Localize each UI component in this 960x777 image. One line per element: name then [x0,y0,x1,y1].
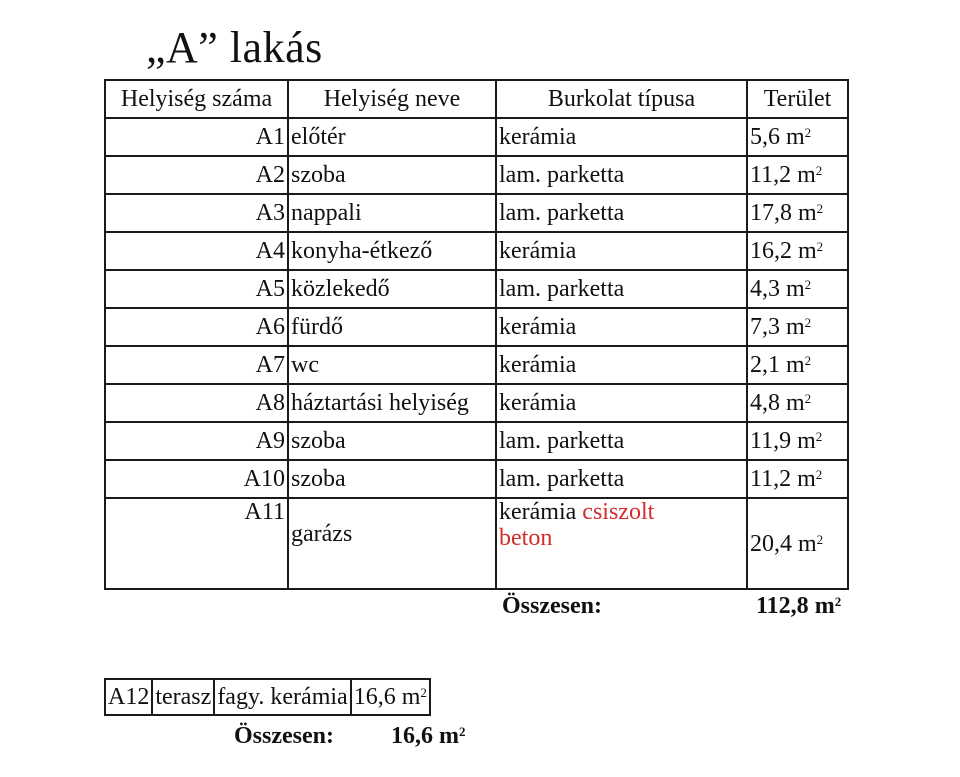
room-flooring: lam. parketta [496,460,747,498]
area-unit: m [814,593,835,619]
area-unit-exponent: 2 [459,724,466,739]
room-flooring: kerámia [496,384,747,422]
terrace-total-value [391,722,466,750]
area-unit: m [401,684,421,710]
table-row [105,308,848,346]
header-name: Helyiség neve [288,80,496,118]
area-unit: m [786,390,805,416]
table-row [105,156,848,194]
room-name: szoba [288,460,496,498]
room-number: A7 [105,346,288,384]
room-name: előtér [288,118,496,156]
room-flooring: kerámia [496,118,747,156]
room-number: A3 [105,194,288,232]
table-row [105,384,848,422]
area-unit-exponent: 2 [804,353,812,368]
area-value: 20,4 [750,530,792,557]
room-area [747,498,848,589]
table-row [105,232,848,270]
table-row [105,422,848,460]
room-name: szoba [288,156,496,194]
area-unit-exponent: 2 [815,163,823,178]
room-number: A1 [105,118,288,156]
area-value: 4,8 [750,390,780,416]
area-value: 4,3 [750,276,780,302]
area-value: 11,2 [750,162,792,188]
table-row-terrace [105,679,430,715]
header-area: Terület [747,80,848,118]
room-flooring: lam. parketta [496,270,747,308]
room-area [747,194,848,232]
area-unit-exponent: 2 [816,531,824,547]
room-name: garázs [288,498,496,589]
area-unit: m [786,352,805,378]
area-value: 11,9 [750,428,792,454]
header-row [105,80,848,118]
room-name: terasz [152,679,214,715]
header-flooring: Burkolat típusa [496,80,747,118]
area-unit-exponent: 2 [816,239,824,254]
room-area [747,118,848,156]
area-value: 5,6 [750,124,780,150]
flooring-text: kerámia [499,499,577,525]
room-number: A9 [105,422,288,460]
total-number: 112,8 [756,593,809,619]
room-flooring: kerámia [496,308,747,346]
room-area [351,679,430,715]
room-name: háztartási helyiség [288,384,496,422]
area-unit: m [786,124,805,150]
room-flooring: lam. parketta [496,194,747,232]
room-area [747,156,848,194]
area-value: 16,2 [750,238,792,264]
room-number: A12 [105,679,152,715]
area-value: 7,3 [750,314,780,340]
area-unit-exponent: 2 [804,125,812,140]
room-flooring: lam. parketta [496,156,747,194]
area-value: 16,6 [353,684,396,710]
terrace-table [104,678,431,716]
area-unit-exponent: 2 [804,315,812,330]
room-flooring: lam. parketta [496,422,747,460]
total-label: Összesen: [502,593,602,619]
room-area [747,460,848,498]
room-number: A10 [105,460,288,498]
table-row [105,460,848,498]
area-unit: m [439,723,459,749]
table-row-garage [105,498,848,589]
room-name: konyha-étkező [288,232,496,270]
room-name: szoba [288,422,496,460]
area-value: 11,2 [750,466,792,492]
header-number: Helyiség száma [105,80,288,118]
area-unit: m [798,530,817,557]
room-flooring: fagy. kerámia [214,679,350,715]
area-unit-exponent: 2 [815,467,823,482]
room-flooring [496,498,747,589]
area-unit-exponent: 2 [834,594,842,609]
area-value: 2,1 [750,352,780,378]
area-unit-exponent: 2 [420,685,427,700]
room-name: közlekedő [288,270,496,308]
area-unit: m [798,238,817,264]
room-number: A6 [105,308,288,346]
room-area [747,270,848,308]
area-unit: m [797,428,816,454]
flooring-correction: beton [499,525,553,551]
room-name: nappali [288,194,496,232]
room-number: A11 [105,498,288,589]
room-flooring: kerámia [496,232,747,270]
room-number: A4 [105,232,288,270]
room-flooring: kerámia [496,346,747,384]
area-unit-exponent: 2 [804,277,812,292]
area-unit: m [798,200,817,226]
room-number: A2 [105,156,288,194]
area-unit: m [786,314,805,340]
terrace-total-number: 16,6 [391,723,433,749]
room-area [747,346,848,384]
area-unit-exponent: 2 [815,429,823,444]
area-unit: m [786,276,805,302]
flooring-correction: csiszolt [582,499,655,525]
page-title: „A” lakás [146,23,323,72]
total-value [756,592,841,620]
room-area [747,422,848,460]
room-name: wc [288,346,496,384]
room-area [747,384,848,422]
area-unit: m [797,466,816,492]
table-row [105,270,848,308]
room-name: fürdő [288,308,496,346]
area-unit: m [797,162,816,188]
room-number: A8 [105,384,288,422]
rooms-table [104,79,849,590]
area-unit-exponent: 2 [816,201,824,216]
table-row [105,118,848,156]
room-area [747,308,848,346]
table-row [105,194,848,232]
area-unit-exponent: 2 [804,391,812,406]
table-row [105,346,848,384]
terrace-total-label: Összesen: [234,723,334,749]
room-number: A5 [105,270,288,308]
area-value: 17,8 [750,200,792,226]
room-area [747,232,848,270]
